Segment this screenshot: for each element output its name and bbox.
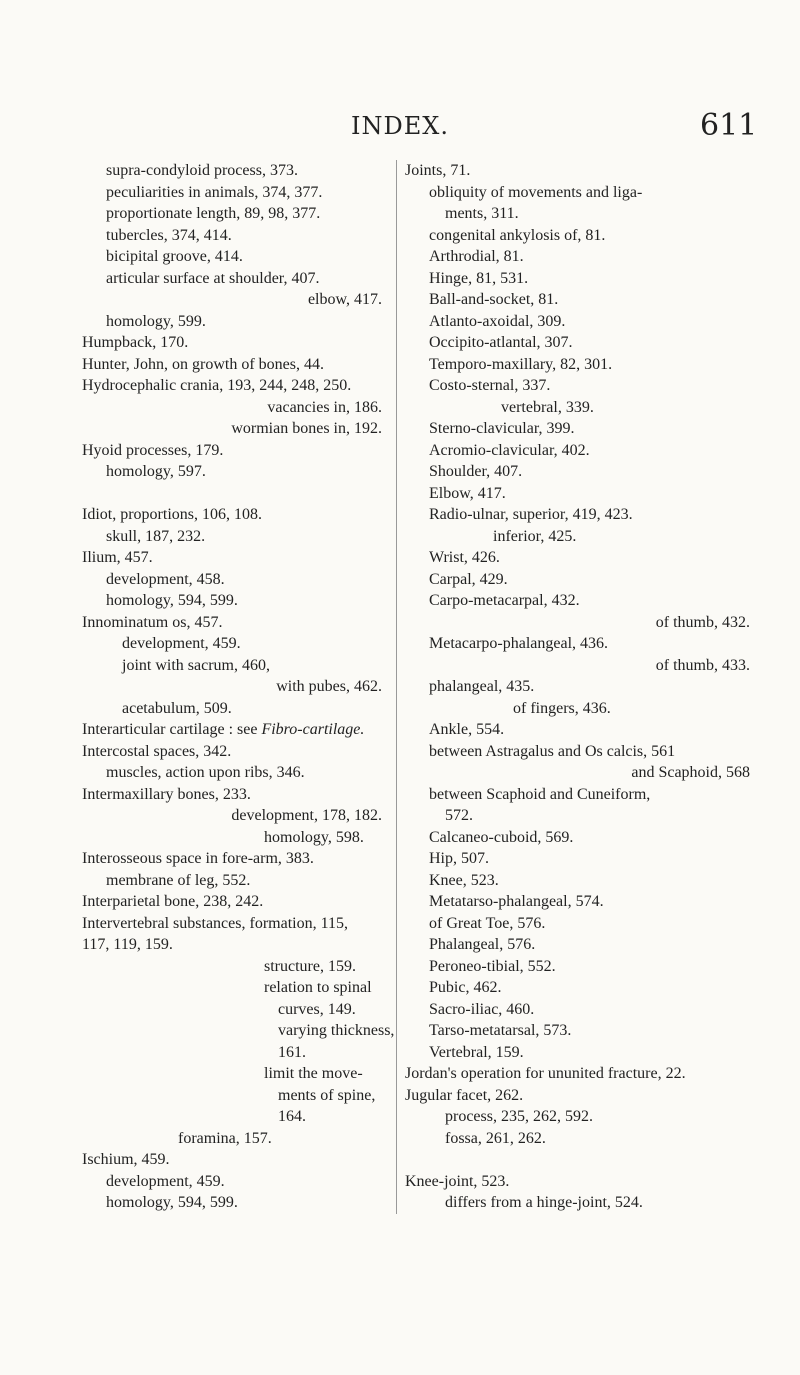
index-entry: Intervertebral substances, formation, 115, xyxy=(82,914,348,932)
index-entry: Humpback, 170. xyxy=(82,334,189,351)
index-entry: of fingers, 436. xyxy=(513,699,611,717)
index-entry: Atlanto-axoidal, 309. xyxy=(429,312,566,330)
index-entry: 164. xyxy=(278,1108,306,1125)
index-entry: with pubes, 462. xyxy=(276,678,382,695)
index-entry: of thumb, 433. xyxy=(655,656,750,674)
index-column-right xyxy=(396,160,750,1214)
index-entry: Phalangeal, 576. xyxy=(429,936,536,953)
index-entry: Jordan's operation for ununited fracture, 22. xyxy=(405,1065,686,1082)
index-entry: Wrist, 426. xyxy=(429,549,500,566)
index-entry: Elbow, 417. xyxy=(429,484,506,502)
index-entry: 572. xyxy=(445,807,473,824)
index-entry: Metatarso-phalangeal, 574. xyxy=(429,893,604,910)
index-entry: articular surface at shoulder, 407. xyxy=(106,269,320,287)
index-entry: Shoulder, 407. xyxy=(429,463,523,480)
index-entry: Arthrodial, 81. xyxy=(429,248,524,265)
page-number: 611 xyxy=(700,108,758,143)
index-entry: limit the move- xyxy=(264,1065,363,1082)
index-entry: varying thickness, xyxy=(278,1022,395,1039)
index-entry xyxy=(82,483,382,505)
index-entry: phalangeal, 435. xyxy=(429,678,535,695)
index-entry: ments, 311. xyxy=(445,205,519,222)
index-entry: vertebral, 339. xyxy=(501,398,594,416)
index-entry: foramina, 157. xyxy=(178,1129,272,1147)
index-entry: development, 178, 182. xyxy=(231,807,382,824)
index-entry: Costo-sternal, 337. xyxy=(429,377,551,394)
index-entry: Intercostal spaces, 342. xyxy=(82,742,232,760)
index-entry: curves, 149. xyxy=(278,1000,356,1018)
index-entry: Innominatum os, 457. xyxy=(82,613,223,631)
index-entry: Carpo-metacarpal, 432. xyxy=(429,592,580,609)
index-entry: Radio-ulnar, superior, 419, 423. xyxy=(429,506,633,523)
index-entry: differs from a hinge-joint, 524. xyxy=(445,1194,643,1211)
index-column-left xyxy=(82,160,395,1214)
index-entry: homology, 594, 599. xyxy=(106,1194,238,1211)
index-entry: Calcaneo-cuboid, 569. xyxy=(429,828,574,846)
index-entry: structure, 159. xyxy=(264,957,356,975)
index-entry: skull, 187, 232. xyxy=(106,527,206,545)
index-entry: ments of spine, xyxy=(278,1086,376,1104)
index-entry: Idiot, proportions, 106, 108. xyxy=(82,506,262,523)
index-entry: wormian bones in, 192. xyxy=(231,420,382,437)
index-entry: bicipital groove, 414. xyxy=(106,248,243,265)
index-entry: homology, 599. xyxy=(106,312,206,330)
index-entry: Interparietal bone, 238, 242. xyxy=(82,893,264,910)
index-entry: fossa, 261, 262. xyxy=(445,1129,546,1147)
index-entry: Hydrocephalic crania, 193, 244, 248, 250. xyxy=(82,377,352,394)
index-entry: inferior, 425. xyxy=(493,527,577,545)
index-entry: between Astragalus and Os calcis, 561 xyxy=(429,742,676,760)
index-entry: Carpal, 429. xyxy=(429,570,508,588)
index-entry: Peroneo-tibial, 552. xyxy=(429,957,556,975)
index-entry: Sacro-iliac, 460. xyxy=(429,1000,535,1018)
index-entry: 161. xyxy=(278,1043,306,1061)
index-entry: elbow, 417. xyxy=(307,291,382,308)
index-entry: development, 458. xyxy=(106,570,225,588)
index-entry: obliquity of movements and liga- xyxy=(429,183,643,201)
index-entry: Sterno-clavicular, 399. xyxy=(429,420,575,437)
index-entry: proportionate length, 89, 98, 377. xyxy=(106,205,321,222)
index-entry: of Great Toe, 576. xyxy=(429,914,546,932)
index-entry: Knee, 523. xyxy=(429,871,499,889)
index-entry: of thumb, 432. xyxy=(655,613,750,631)
index-entry: muscles, action upon ribs, 346. xyxy=(106,764,305,781)
index-entry: supra-condyloid process, 373. xyxy=(106,162,298,179)
index-entry: Hinge, 81, 531. xyxy=(429,269,529,287)
index-entry: homology, 594, 599. xyxy=(106,592,238,609)
index-entry: Metacarpo-phalangeal, 436. xyxy=(429,635,609,652)
index-entry: between Scaphoid and Cuneiform, xyxy=(429,785,651,803)
index-entry: Interosseous space in fore-arm, 383. xyxy=(82,850,314,867)
index-entry: Ischium, 459. xyxy=(82,1151,170,1168)
index-entry: homology, 597. xyxy=(106,463,206,480)
index-entry: 117, 119, 159. xyxy=(82,936,173,953)
index-entry: Hyoid processes, 179. xyxy=(82,441,224,459)
page-title: INDEX. xyxy=(351,112,449,140)
index-entry: membrane of leg, 552. xyxy=(106,871,251,889)
index-entry: Occipito-atlantal, 307. xyxy=(429,334,573,351)
index-entry: homology, 598. xyxy=(264,828,364,846)
index-entry: Ilium, 457. xyxy=(82,549,153,566)
index-entry: Hip, 507. xyxy=(429,850,489,867)
index-entry: congenital ankylosis of, 81. xyxy=(429,226,606,244)
index-entry: Vertebral, 159. xyxy=(429,1043,524,1061)
index-entry: Tarso-metatarsal, 573. xyxy=(429,1022,572,1039)
index-entry: Acromio-clavicular, 402. xyxy=(429,441,590,459)
index-entry: joint with sacrum, 460, xyxy=(122,656,270,674)
index-entry: Temporo-maxillary, 82, 301. xyxy=(429,355,613,373)
index-entry: Knee-joint, 523. xyxy=(405,1172,510,1190)
index-entry: peculiarities in animals, 374, 377. xyxy=(106,183,323,201)
index-entry: and Scaphoid, 568 xyxy=(631,764,750,781)
index-entry: vacancies in, 186. xyxy=(267,398,382,416)
index-entry: development, 459. xyxy=(106,1172,225,1190)
index-entry: Intermaxillary bones, 233. xyxy=(82,785,251,803)
index-entry: Hunter, John, on growth of bones, 44. xyxy=(82,355,324,373)
index-entry: development, 459. xyxy=(122,635,241,652)
index-entry: relation to spinal xyxy=(264,979,372,996)
index-entry: acetabulum, 509. xyxy=(122,699,232,717)
index-entry: Pubic, 462. xyxy=(429,979,502,996)
index-entry: Interarticular cartilage : see Fibro-cartilage. xyxy=(82,721,365,738)
index-entry: Jugular facet, 262. xyxy=(405,1086,524,1104)
index-entry xyxy=(405,1149,750,1171)
index-entry: tubercles, 374, 414. xyxy=(106,226,232,244)
index-entry: Joints, 71. xyxy=(405,162,471,179)
index-entry: Ball-and-socket, 81. xyxy=(429,291,559,308)
index-entry: Ankle, 554. xyxy=(429,721,505,738)
index-entry: process, 235, 262, 592. xyxy=(445,1108,593,1125)
